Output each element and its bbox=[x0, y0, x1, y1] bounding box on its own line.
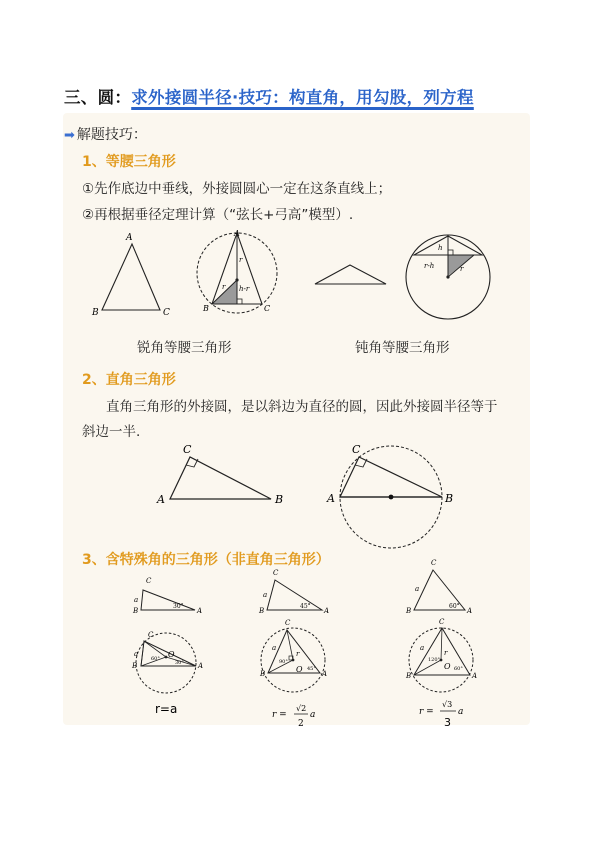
right-triangle-plain bbox=[170, 457, 271, 499]
s3c-center-O1: O bbox=[168, 650, 175, 659]
label-A-1: A bbox=[126, 233, 133, 243]
label-A-s2b: A bbox=[327, 492, 335, 505]
obtuse-isosceles-triangle bbox=[315, 265, 386, 284]
label-C-2: C bbox=[264, 304, 271, 313]
caption-obtuse-isosceles: 钝角等腰三角形 bbox=[355, 340, 450, 356]
s3c-label-C2: C bbox=[285, 619, 291, 627]
section2-title: 2、直角三角形 bbox=[82, 372, 176, 388]
label-r-3: r bbox=[460, 265, 464, 273]
section2-para-line2: 斜边一半. bbox=[82, 424, 141, 440]
s3c-label-B2: B bbox=[260, 670, 266, 678]
formula3-var: a bbox=[458, 707, 464, 717]
label-B-2: B bbox=[203, 304, 209, 313]
s3c-angle-30: 30° bbox=[175, 660, 184, 666]
label-r-minus-h: r-h bbox=[424, 262, 435, 270]
title-colon: ： bbox=[114, 88, 132, 107]
s3c-r3: r bbox=[444, 649, 448, 657]
s3c-label-C1: C bbox=[148, 631, 154, 639]
label-B-s2a: B bbox=[275, 493, 284, 506]
s3-label-C3: C bbox=[431, 559, 437, 567]
formula3-den: 3 bbox=[444, 716, 451, 729]
s3c-center-O3: O bbox=[444, 662, 451, 671]
s3c-label-B3: B bbox=[406, 672, 412, 680]
s3c-center-O2: O bbox=[296, 665, 303, 674]
caption-acute-isosceles: 锐角等腰三角形 bbox=[137, 340, 232, 356]
label-C-1: C bbox=[163, 308, 170, 318]
section1-title: 1、等腰三角形 bbox=[82, 154, 176, 170]
s3-angle-45: 45° bbox=[300, 603, 311, 610]
s3-label-B1: B bbox=[133, 607, 139, 615]
s3c-inner-120: 120° bbox=[428, 657, 441, 663]
s3-label-B3: B bbox=[406, 607, 412, 615]
s3-label-A1: A bbox=[197, 607, 203, 615]
formula2-num: √2 bbox=[296, 704, 307, 713]
s3c-side-a3: a bbox=[420, 644, 425, 652]
s3-label-B2: B bbox=[259, 607, 265, 615]
s3c-r2: r bbox=[296, 650, 300, 658]
s3-side-a1: a bbox=[134, 596, 139, 604]
special-circle-45 bbox=[261, 628, 328, 692]
s3c-label-C3: C bbox=[439, 618, 445, 626]
label-r-2b: r bbox=[222, 283, 226, 291]
formula-sqrt3 bbox=[419, 700, 463, 729]
title-prefix: 三、圆 bbox=[64, 88, 115, 107]
s3c-side-a2: a bbox=[272, 644, 277, 652]
s3c-inner-90: 90° bbox=[279, 659, 288, 665]
section1-step2: ②再根据垂径定理计算（“弦长+弓高”模型）. bbox=[82, 207, 354, 223]
acute-isosceles-circle-figure bbox=[197, 233, 277, 313]
s3-side-a2: a bbox=[263, 591, 268, 599]
s3-label-A3: A bbox=[467, 607, 473, 615]
formula-r-equals-a: r=a bbox=[155, 702, 178, 716]
label-h-minus-r: h-r bbox=[239, 285, 250, 293]
tips-label: 解题技巧： bbox=[76, 127, 147, 143]
label-A-2: A bbox=[234, 229, 240, 238]
s3-label-C1: C bbox=[146, 577, 152, 585]
label-h: h bbox=[438, 244, 443, 252]
s3-side-a3: a bbox=[415, 585, 420, 593]
s3c-label-A1: A bbox=[198, 662, 204, 670]
formula2-var: a bbox=[310, 710, 316, 720]
s3c-side-a1: a bbox=[134, 650, 139, 658]
special-circle-60 bbox=[409, 628, 473, 692]
circle-center-dot bbox=[389, 495, 394, 500]
label-B-1: B bbox=[92, 308, 99, 318]
s3c-label-B1: B bbox=[132, 662, 138, 670]
s3c-angle-45: 45° bbox=[307, 666, 316, 672]
special-triangle-45 bbox=[267, 580, 322, 610]
special-circle-30 bbox=[136, 633, 196, 693]
formula-sqrt2 bbox=[272, 704, 315, 729]
label-C-s2b: C bbox=[352, 443, 361, 456]
s3-label-C2: C bbox=[273, 569, 279, 577]
obtuse-isosceles-circle-figure bbox=[406, 235, 490, 319]
s3c-label-A3: A bbox=[472, 672, 478, 680]
s3-angle-30: 30° bbox=[173, 603, 184, 610]
special-triangle-30 bbox=[141, 590, 195, 610]
label-C-s2a: C bbox=[183, 443, 192, 456]
section2-para-line1: 直角三角形的外接圆，是以斜边为直径的圆，因此外接圆半径等于 bbox=[106, 399, 498, 415]
label-r-2a: r bbox=[239, 256, 243, 264]
label-A-s2a: A bbox=[157, 493, 165, 506]
formula2-den: 2 bbox=[298, 719, 304, 729]
right-triangle-circumcircle bbox=[340, 446, 442, 548]
formula3-num: √3 bbox=[442, 700, 453, 709]
section3-title: 3、含特殊角的三角形（非直角三角形） bbox=[82, 552, 330, 568]
title-topic: 求外接圆半径·技巧：构直角，用勾股，列方程 bbox=[131, 88, 474, 107]
right-arrow-icon: ➡ bbox=[64, 128, 75, 143]
section1-step1: ①先作底边中垂线，外接圆圆心一定在这条直线上； bbox=[82, 181, 392, 197]
s3c-label-A2: A bbox=[322, 670, 328, 678]
formula3-lhs: r = bbox=[419, 707, 434, 717]
s3c-angle-60: 60° bbox=[454, 666, 463, 672]
acute-isosceles-triangle bbox=[102, 244, 160, 310]
formula2-lhs: r = bbox=[272, 710, 287, 720]
s3c-inner-60: 60° bbox=[151, 656, 160, 662]
s3-label-A2: A bbox=[324, 607, 330, 615]
label-B-s2b: B bbox=[445, 492, 454, 505]
s3-angle-60: 60° bbox=[449, 603, 460, 610]
